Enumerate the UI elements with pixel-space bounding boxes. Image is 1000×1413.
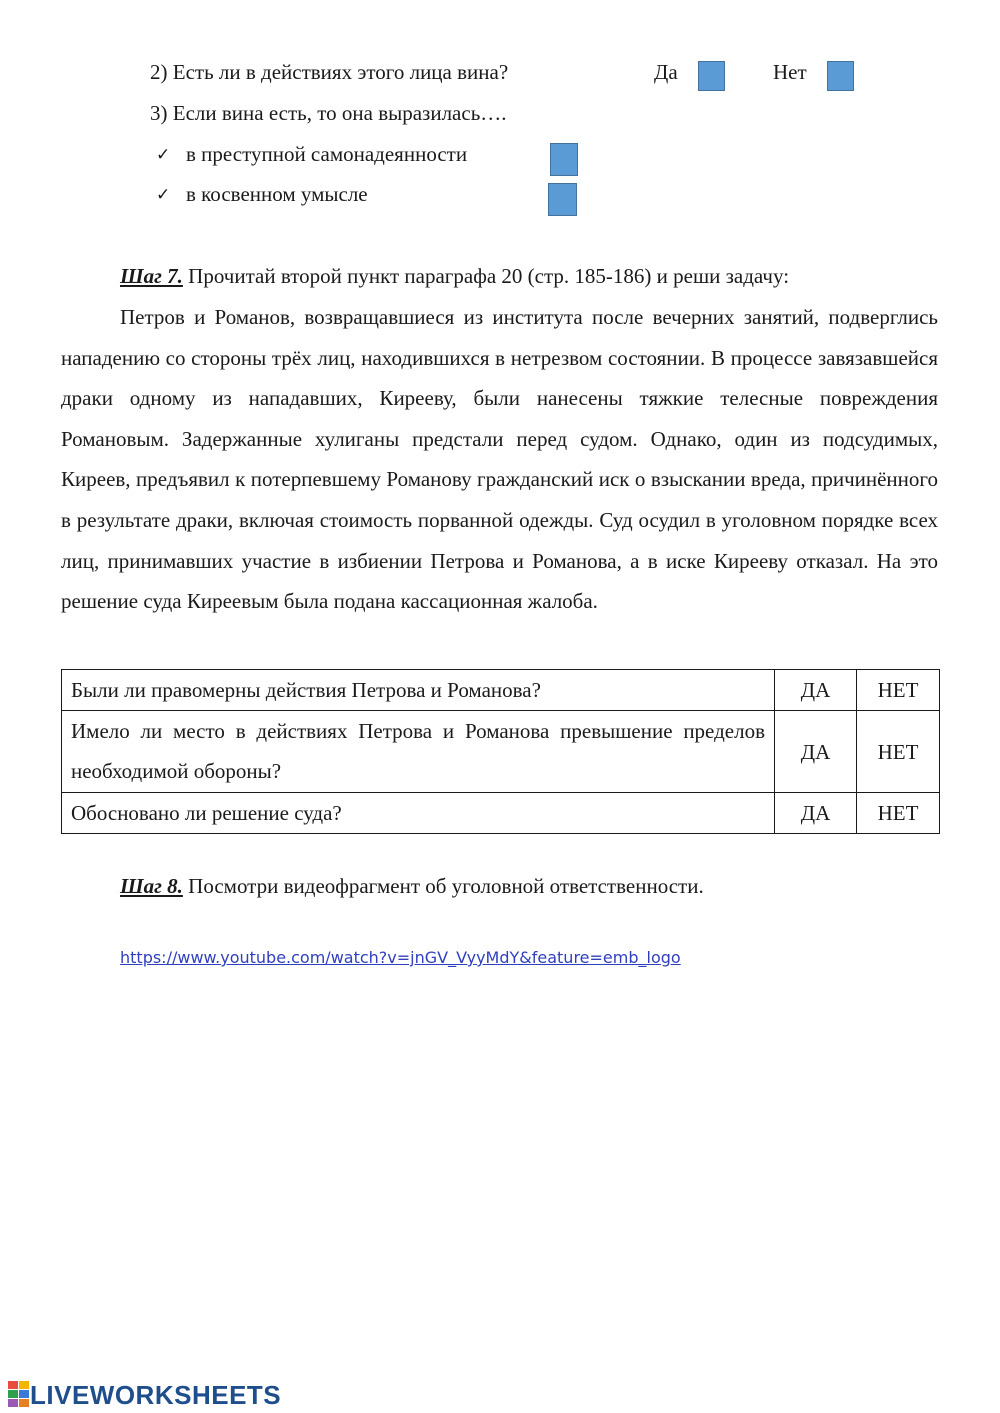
- answer-no-cell[interactable]: НЕТ: [857, 711, 940, 793]
- option-label: в косвенном умысле: [186, 182, 368, 206]
- answer-yes-checkbox[interactable]: [698, 61, 725, 91]
- answer-no-checkbox[interactable]: [827, 61, 854, 91]
- question-2: 2) Есть ли в действиях этого лица вина?: [150, 60, 509, 84]
- step7-problem: Петров и Романов, возвращавшиеся из института после вечерних занятий, подверглись нападению со стороны трёх лиц, находившихся в нетрезвом состоянии. В процессе завязавшейся драки одному из нападавших, Кирееву, были нанесены тяжкие телесные повреждения Романовым. Задержанные хулиганы предстали перед судом. Однако, один из подсудимых, Киреев, предъявил к потерпевшему Романову гражданский иск о взыскании вреда, причинённого в результате драки, включая стоимость порванной одежды. Суд осудил в уголовном порядке всех лиц, принимавших участие в избиении Петрова и Романова, а в иске Кирееву отказал. На это решение суда Киреевым была подана кассационная жалоба.: [61, 305, 938, 614]
- table-row: [62, 711, 940, 793]
- option-checkbox[interactable]: [548, 183, 577, 216]
- checkmark-icon: ✓: [156, 185, 171, 205]
- option-label: в преступной самонадеянности: [186, 142, 468, 166]
- video-link[interactable]: https://www.youtube.com/watch?v=jnGV_VyyMdY&feature=emb_logo: [120, 948, 681, 967]
- table-row: [62, 793, 940, 834]
- answer-no-cell[interactable]: НЕТ: [857, 670, 940, 711]
- table-question: Имело ли место в действиях Петрова и Романова превышение пределов необходимой обороны?: [62, 711, 775, 793]
- step7-label: Шаг 7.: [120, 264, 183, 288]
- table-question: Обосновано ли решение суда?: [62, 793, 775, 834]
- liveworksheets-logo-icon: [8, 1381, 30, 1409]
- step7-heading: [120, 264, 789, 289]
- option-checkbox[interactable]: [550, 143, 578, 176]
- answer-no-cell[interactable]: НЕТ: [857, 793, 940, 834]
- answer-yes-label: Да: [654, 60, 678, 84]
- table-question: Были ли правомерны действия Петрова и Романова?: [62, 670, 775, 711]
- table-row: [62, 670, 940, 711]
- liveworksheets-logo: LIVEWORKSHEETS: [30, 1380, 282, 1410]
- answer-no-label: Нет: [773, 60, 807, 84]
- answer-yes-cell[interactable]: ДА: [775, 670, 857, 711]
- checkmark-icon: ✓: [156, 145, 171, 165]
- answer-yes-cell[interactable]: ДА: [775, 711, 857, 793]
- step8-instruction: Посмотри видеофрагмент об уголовной ответственности.: [188, 874, 704, 898]
- question-3: 3) Если вина есть, то она выразилась….: [150, 101, 507, 125]
- answer-yes-cell[interactable]: ДА: [775, 793, 857, 834]
- step7-instruction: Прочитай второй пункт параграфа 20 (стр. 185-186) и реши задачу:: [188, 264, 790, 288]
- answer-table: [61, 669, 940, 834]
- step8-label: Шаг 8.: [120, 874, 183, 898]
- step8-heading: [120, 874, 704, 899]
